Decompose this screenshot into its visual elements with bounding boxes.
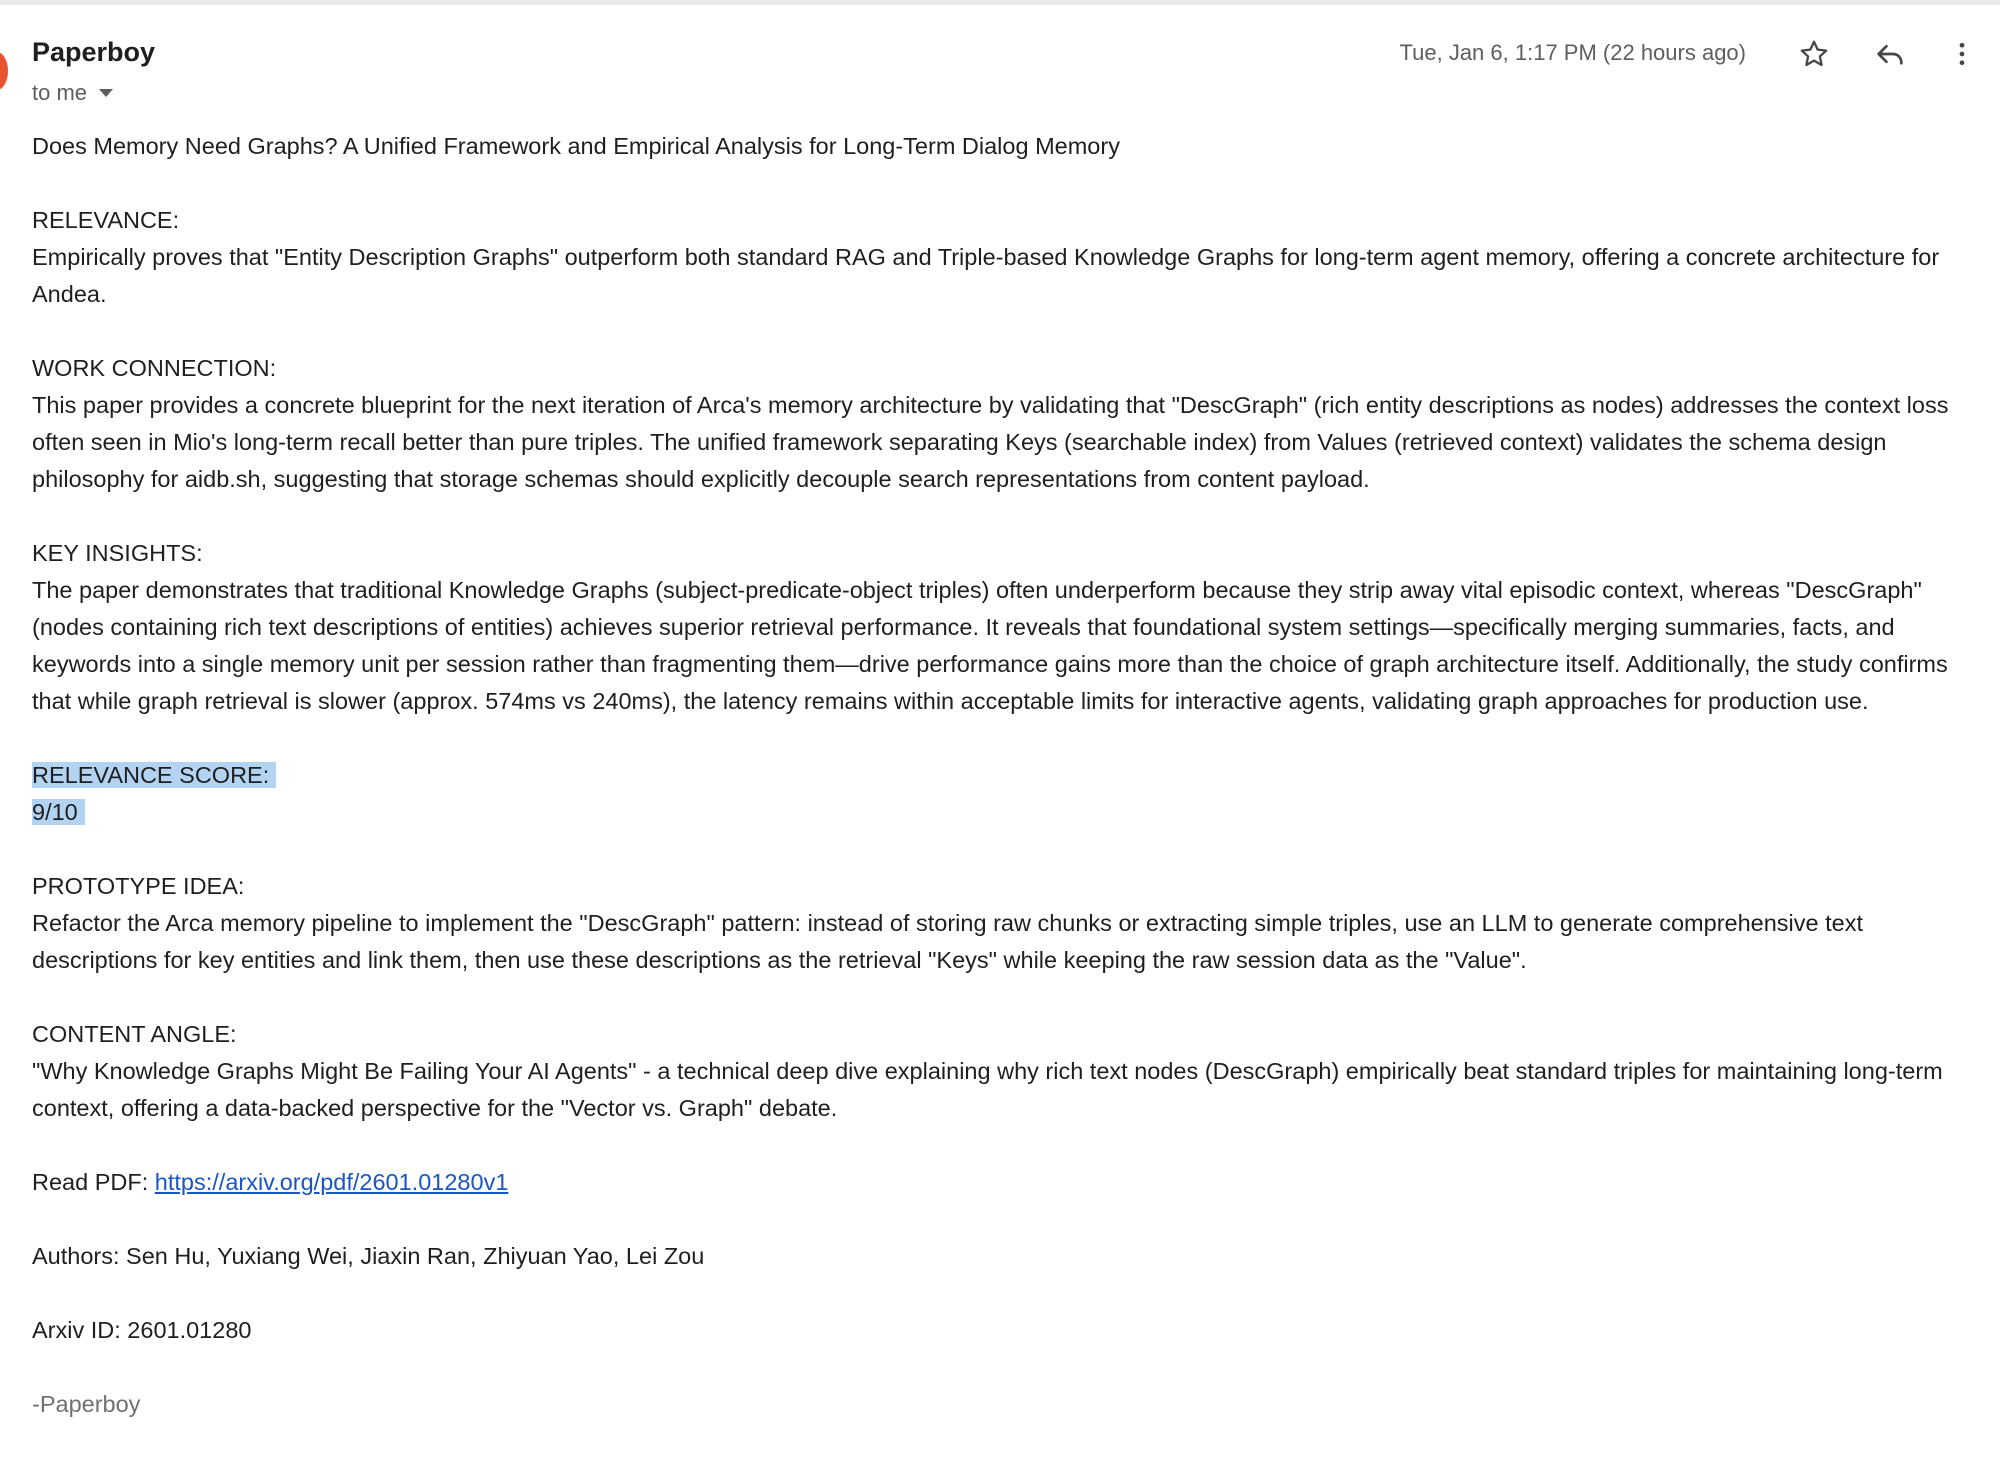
paper-title: Does Memory Need Graphs? A Unified Framework and Empirical Analysis for Long-Term Dialog Memory <box>32 133 1120 159</box>
read-pdf-line <box>32 1164 1972 1201</box>
relevance-heading: RELEVANCE: <box>32 207 180 233</box>
top-divider <box>0 0 2000 5</box>
key-insights-text: The paper demonstrates that traditional Knowledge Graphs (subject-predicate-object triples) often underperform because they strip away vital episodic context, whereas "DescGraph" (nodes containing rich text descriptions of entities) achieves superior retrieval performance. It reveals that foundational system settings—specifically merging summaries, facts, and keywords into a single memory unit per session rather than fragmenting them—drive performance gains more than the choice of graph architecture itself. Additionally, the study confirms that while graph retrieval is slower (approx. 574ms vs 240ms), the latency remains within acceptable limits for interactive agents, validating graph approaches for production use. <box>32 577 1948 714</box>
more-vert-icon <box>1947 39 1977 69</box>
reply-icon <box>1873 37 1907 71</box>
reply-button[interactable] <box>1866 30 1914 78</box>
message-body <box>32 128 1972 1423</box>
pdf-link[interactable]: https://arxiv.org/pdf/2601.01280v1 <box>154 1169 509 1195</box>
recipient-details-toggle[interactable] <box>32 80 113 106</box>
message-timestamp: Tue, Jan 6, 1:17 PM (22 hours ago) <box>1399 40 1746 65</box>
relevance-score-value: 9/10 <box>32 799 85 825</box>
sender-name[interactable]: Paperboy <box>32 37 156 67</box>
sender-avatar[interactable] <box>0 52 8 90</box>
more-options-button[interactable] <box>1938 30 1986 78</box>
prototype-heading: PROTOTYPE IDEA: <box>32 873 245 899</box>
recipient-label: to me <box>32 80 88 105</box>
chevron-down-icon[interactable] <box>99 89 113 97</box>
relevance-text: Empirically proves that "Entity Description Graphs" outperform both standard RAG and Triple-based Knowledge Graphs for long-term agent memory, offering a concrete architecture for Andea. <box>32 244 1940 307</box>
content-angle-heading: CONTENT ANGLE: <box>32 1021 237 1047</box>
read-pdf-label: Read PDF: <box>32 1169 155 1195</box>
content-angle-text: "Why Knowledge Graphs Might Be Failing Your AI Agents" - a technical deep dive explaining why rich text nodes (DescGraph) empirically beat standard triples for maintaining long-term context, offering a data-backed perspective for the "Vector vs. Graph" debate. <box>32 1058 1943 1121</box>
key-insights-heading: KEY INSIGHTS: <box>32 540 203 566</box>
message-header <box>32 30 2000 110</box>
authors-line: Authors: Sen Hu, Yuxiang Wei, Jiaxin Ran, Zhiyuan Yao, Lei Zou <box>32 1243 705 1269</box>
signature: -Paperboy <box>32 1391 141 1417</box>
arxiv-id-line: Arxiv ID: 2601.01280 <box>32 1317 252 1343</box>
prototype-text: Refactor the Arca memory pipeline to implement the "DescGraph" pattern: instead of storing raw chunks or extracting simple triples, use an LLM to generate comprehensive text descriptions for key entities and link them, then use these descriptions as the retrieval "Keys" while keeping the raw session data as the "Value". <box>32 910 1863 973</box>
work-connection-heading: WORK CONNECTION: <box>32 355 277 381</box>
star-button[interactable] <box>1790 30 1838 78</box>
work-connection-text: This paper provides a concrete blueprint for the next iteration of Arca's memory architecture by validating that "DescGraph" (rich entity descriptions as nodes) addresses the context loss often seen in Mio's long-term recall better than pure triples. The unified framework separating Keys (searchable index) from Values (retrieved context) validates the schema design philosophy for aidb.sh, suggesting that storage schemas should explicitly decouple search representations from content payload. <box>32 392 1949 492</box>
star-icon <box>1798 38 1830 70</box>
relevance-score-heading: RELEVANCE SCORE: <box>32 762 276 788</box>
